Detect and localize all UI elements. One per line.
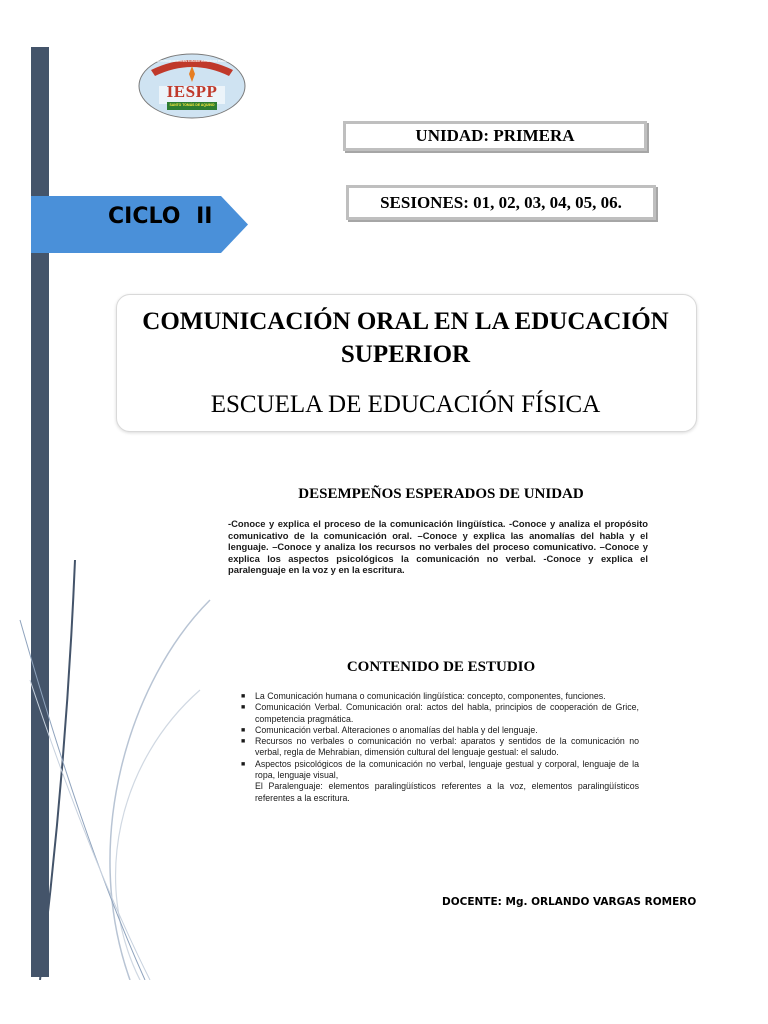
logo-text bbox=[137, 52, 247, 120]
sesiones-box bbox=[346, 185, 656, 220]
ciclo-label: CICLO II bbox=[108, 204, 213, 229]
desempenos-text: -Conoce y explica el proceso de la comunicación lingüística. -Conoce y analiza el propósito comunicativo de la comunicación oral. –Conoce y explica las anomalías del habla y el lenguaje. –Conoce y analiza los recursos no verbales del proceso comunicativo. –Conoce y explica los aspectos psicológicos la comunicación no verbal. -Conoce y explica el paralenguaje en la voz y en la escritura. bbox=[228, 518, 648, 575]
unidad-label: UNIDAD: PRIMERA bbox=[415, 126, 575, 145]
bullet-icon: ■ bbox=[241, 693, 246, 700]
sesiones-label: SESIONES: 01, 02, 03, 04, 05, 06. bbox=[380, 192, 622, 212]
decorative-curves bbox=[0, 560, 240, 980]
school-name: ESCUELA DE EDUCACIÓN FÍSICA bbox=[210, 391, 601, 418]
desempenos-heading: DESEMPEÑOS ESPERADOS DE UNIDAD bbox=[298, 486, 584, 502]
logo-name: IESPP bbox=[166, 82, 218, 101]
docente-label: DOCENTE: Mg. ORLANDO VARGAS ROMERO bbox=[442, 896, 697, 908]
contenido-heading: CONTENIDO DE ESTUDIO bbox=[346, 659, 536, 675]
list-item: ■ Comunicación Verbal. Comunicación oral: actos del habla, principios de cooperación de Grice, competencia pragmática. bbox=[241, 702, 639, 724]
logo-sub: SANTO TOMÁS DE AQUINO bbox=[169, 103, 215, 107]
paralenguaje-item: El Paralenguaje: elementos paralingüísticos referentes a la voz, elementos paralingüísticos referentes a la escritura. bbox=[255, 781, 639, 803]
list-item: ■ Aspectos psicológicos de la comunicación no verbal, lenguaje gestual y corporal, lenguaje de la ropa, lenguaje visual, El Paralenguaje: elementos paralingüísticos referentes a la voz, elementos paralingüísticos referentes a la escritura. bbox=[241, 758, 639, 803]
bullet-icon: ■ bbox=[241, 704, 246, 712]
list-item: ■ Recursos no verbales o comunicación no verbal: aparatos y sentidos de la comunicación no verbal, regla de Mehrabian, dimensión cultural del lenguaje gestual: el saludo. bbox=[241, 736, 639, 758]
institution-logo bbox=[137, 52, 247, 120]
bullet-icon: ■ bbox=[241, 726, 246, 734]
logo-arc-text: INSTITUTO DE EDUCACIÓN SUPERIOR PEDAGÓGICO PÚBLICO bbox=[155, 60, 229, 63]
list-item: ■ Comunicación verbal. Alteraciones o anomalías del habla y del lenguaje. bbox=[241, 724, 538, 735]
bullet-icon: ■ bbox=[241, 760, 246, 768]
course-title: COMUNICACIÓN ORAL EN LA EDUCACIÓN SUPERIOR bbox=[142, 308, 669, 368]
list-item: ■ La Comunicación humana o comunicación lingüística: concepto, componentes, funciones. bbox=[241, 691, 606, 701]
contenido-list bbox=[241, 691, 639, 804]
bullet-icon: ■ bbox=[241, 738, 246, 746]
unidad-box bbox=[343, 121, 647, 151]
